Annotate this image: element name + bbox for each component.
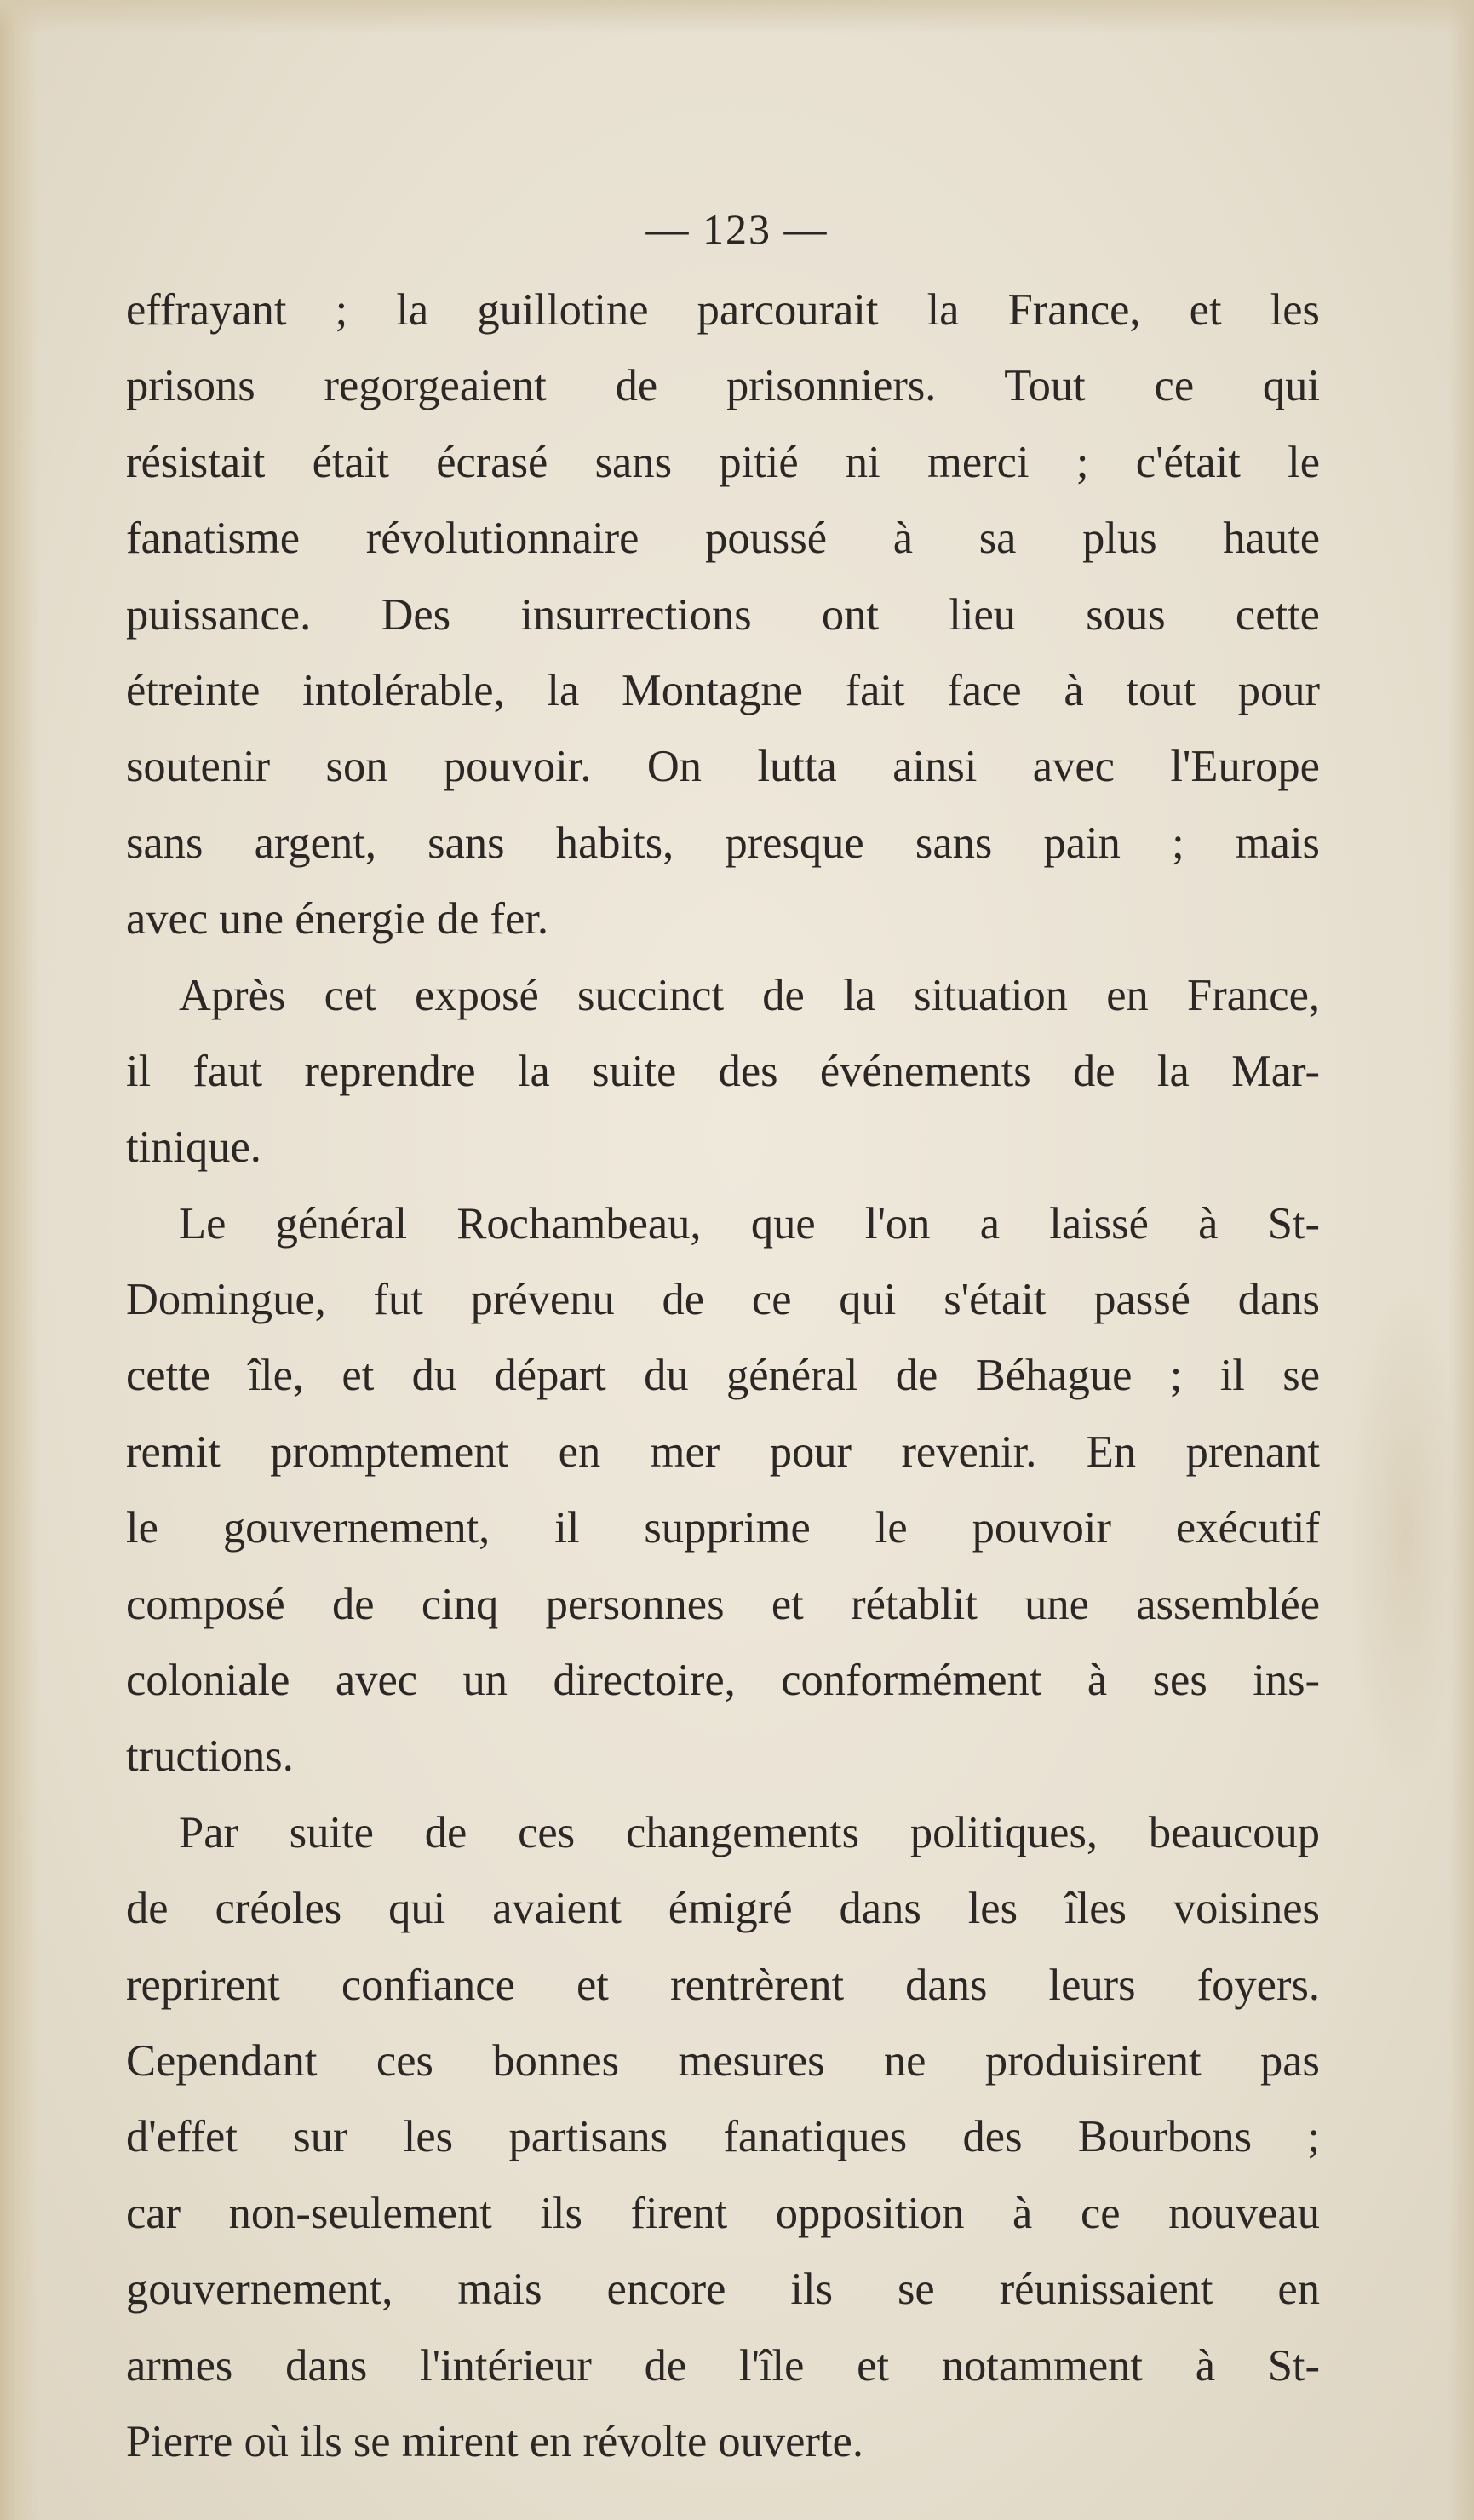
text-line: Domingue, fut prévenu de ce qui s'était passé dans xyxy=(126,1275,1320,1325)
text-line: Cependant ces bonnes mesures ne produisirent pas xyxy=(126,2035,1320,2086)
text-line: résistait était écrasé sans pitié ni merci ; c'était le xyxy=(126,437,1320,487)
text-line: Le général Rochambeau, que l'on a laissé à St- xyxy=(179,1198,1320,1249)
text-line: tinique. xyxy=(126,1122,261,1173)
text-line: sans argent, sans habits, presque sans pain ; mais xyxy=(126,818,1320,868)
paper-stain xyxy=(1345,1277,1465,1788)
text-line: d'effet sur les partisans fanatiques des Bourbons ; xyxy=(126,2112,1320,2162)
text-line: car non-seulement ils firent opposition à ce nouveau xyxy=(126,2188,1320,2238)
page-number: — 123 — xyxy=(645,205,829,253)
text-line: armes dans l'intérieur de l'île et notamment à St- xyxy=(126,2340,1320,2391)
body-text xyxy=(126,273,1320,2480)
text-line: puissance. Des insurrections ont lieu sous cette xyxy=(126,589,1320,640)
text-line: cette île, et du départ du général de Béhague ; il se xyxy=(126,1351,1320,1401)
text-line: le gouvernement, il supprime le pouvoir exécutif xyxy=(126,1503,1320,1553)
text-line: prisons regorgeaient de prisonniers. Tout ce qui xyxy=(126,361,1320,411)
page-edge-top xyxy=(0,0,1474,34)
text-line: soutenir son pouvoir. On lutta ainsi avec l'Europe xyxy=(126,742,1320,792)
text-line: étreinte intolérable, la Montagne fait face à tout pour xyxy=(126,665,1320,715)
text-line: reprirent confiance et rentrèrent dans leurs foyers. xyxy=(126,1960,1320,2010)
text-line: fanatisme révolutionnaire poussé à sa plus haute xyxy=(126,514,1320,564)
text-line: gouvernement, mais encore ils se réunissaient en xyxy=(126,2265,1320,2315)
text-line: il faut reprendre la suite des événements de la Mar- xyxy=(126,1046,1320,1096)
text-line: Pierre où ils se mirent en révolte ouverte. xyxy=(126,2416,863,2466)
page-edge-left xyxy=(0,0,39,2520)
text-line: avec une énergie de fer. xyxy=(126,894,549,944)
text-line: effrayant ; la guillotine parcourait la France, et les xyxy=(126,285,1320,335)
text-line: tructions. xyxy=(126,1731,294,1782)
page-edge-right xyxy=(1448,0,1474,2520)
text-line: Par suite de ces changements politiques, beaucoup xyxy=(179,1807,1320,1857)
text-line: composé de cinq personnes et rétablit une assemblée xyxy=(126,1579,1320,1629)
text-line: remit promptement en mer pour revenir. En prenant xyxy=(126,1426,1320,1477)
text-line: Après cet exposé succinct de la situation en France, xyxy=(179,970,1320,1020)
text-line: coloniale avec un directoire, conformément à ses ins- xyxy=(126,1656,1320,1706)
text-line: de créoles qui avaient émigré dans les îles voisines xyxy=(126,1884,1320,1934)
